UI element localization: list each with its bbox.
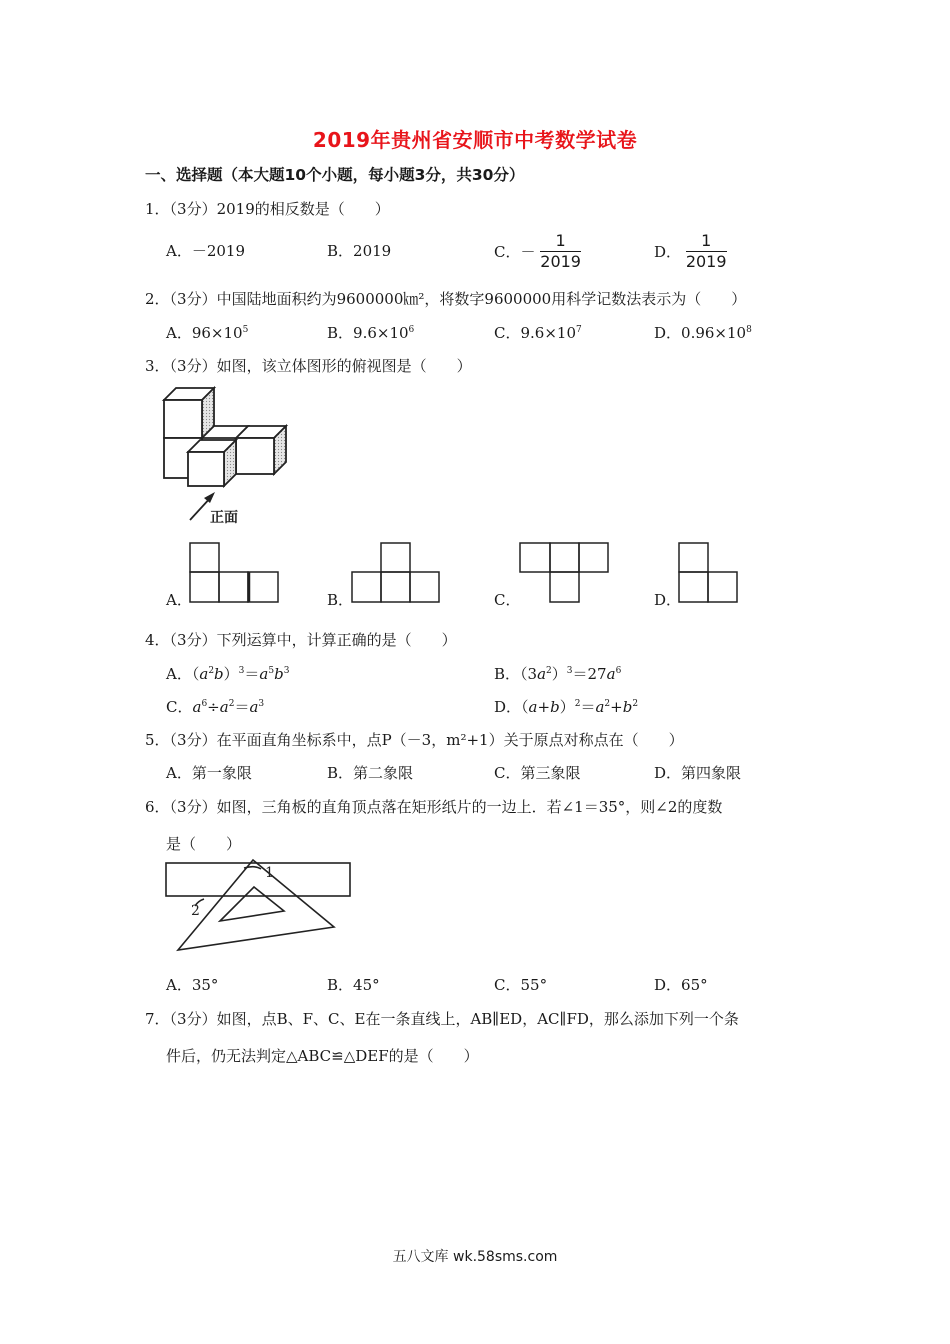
- q2-a-base: A．96×10: [166, 324, 243, 342]
- q1-option-b: B．2019: [327, 242, 392, 260]
- question-5: 5．（3分）在平面直角坐标系中，点P（－3，m²+1）关于原点对称点在（ ）: [145, 731, 684, 749]
- q1-option-a: A．－2019: [166, 242, 246, 260]
- q1-c-denominator: 2019: [540, 252, 581, 271]
- q2-a-exp: 5: [242, 325, 249, 335]
- q6-option-a: A．35°: [166, 976, 219, 994]
- q3-solid-figure: [160, 382, 295, 527]
- q2-c-exp: 7: [576, 325, 582, 335]
- q4-option-c: C．$a^6\div a^2=a^3$: [166, 698, 265, 716]
- q2-option-a: [166, 322, 248, 343]
- q6-triangle-figure: [160, 855, 360, 960]
- q4-a-label: A．: [166, 665, 192, 683]
- question-4: 4．（3分）下列运算中，计算正确的是（ ）: [145, 631, 457, 649]
- q3-front-label: 正面: [210, 510, 238, 526]
- question-3: 3．（3分）如图，该立体图形的俯视图是（ ）: [145, 357, 472, 375]
- page-title: 2019年贵州省安顺市中考数学试卷: [312, 128, 638, 152]
- q2-b-exp: 6: [408, 325, 415, 335]
- q2-option-d: [654, 322, 752, 343]
- q4-d-label: D．: [494, 698, 522, 716]
- q1-option-d: [654, 232, 727, 271]
- q1-option-c-prefix: C．－: [494, 243, 536, 261]
- q3-option-c-figure: [519, 541, 611, 605]
- q1-d-denominator: 2019: [685, 252, 727, 271]
- q3-option-b-figure: [351, 541, 443, 605]
- q2-d-base: D．0.96×10: [654, 324, 747, 342]
- q6-angle-2-label: 2: [191, 903, 200, 919]
- q3-option-d-figure: [678, 541, 742, 605]
- q5-option-a: A．第一象限: [166, 764, 252, 782]
- question-6-line-1: 6．（3分）如图，三角板的直角顶点落在矩形纸片的一边上．若∠1＝35°，则∠2的度数: [145, 798, 723, 816]
- q1-option-c: [494, 232, 581, 271]
- q5-option-d: D．第四象限: [654, 764, 742, 782]
- q2-b-base: B．9.6×10: [327, 324, 409, 342]
- q5-option-c: C．第三象限: [494, 764, 581, 782]
- section-heading: 一、选择题（本大题10个小题，每小题3分，共30分）: [145, 166, 525, 184]
- q6-option-b: B．45°: [327, 976, 380, 994]
- question-2: 2．（3分）中国陆地面积约为9600000㎞²，将数字9600000用科学记数法表示为（ ）: [145, 290, 747, 308]
- q1-option-d-prefix: D．: [654, 243, 682, 261]
- q1-d-numerator: 1: [701, 231, 712, 250]
- q4-option-d: D．$(a+b)^2=a^2+b^2$: [494, 698, 639, 716]
- question-7-line-2: 件后，仍无法判定△ABC≌△DEF的是（ ）: [166, 1047, 479, 1065]
- q2-d-exp: 8: [746, 325, 752, 335]
- q3-option-b: B．: [327, 591, 354, 609]
- q3-option-c: C．: [494, 591, 521, 609]
- q6-option-d: D．65°: [654, 976, 708, 994]
- question-1: 1．（3分）2019的相反数是（ ）: [145, 200, 390, 218]
- footer-watermark: 五八文库 wk.58sms.com: [392, 1249, 558, 1265]
- question-7-line-1: 7．（3分）如图，点B、F、C、E在一条直线上，AB∥ED，AC∥FD，那么添加下列一个条: [145, 1010, 739, 1028]
- q3-option-a: A．: [166, 591, 192, 609]
- q1-c-numerator: 1: [555, 231, 566, 250]
- q4-option-a: A．$(a^2b)^3=a^5b^3$: [166, 665, 290, 683]
- q3-option-d: D．: [654, 591, 682, 609]
- question-6-line-2: 是（ ）: [166, 835, 242, 853]
- q2-c-base: C．9.6×10: [494, 324, 576, 342]
- q4-option-b: B．$(3a^2)^3=27a^6$: [494, 665, 622, 683]
- q2-option-c: [494, 322, 582, 343]
- q6-angle-1-label: 1: [265, 865, 274, 881]
- q4-b-label: B．: [494, 665, 521, 683]
- q6-option-c: C．55°: [494, 976, 548, 994]
- q2-option-b: [327, 322, 414, 343]
- q3-option-a-figure: [189, 541, 281, 605]
- q5-option-b: B．第二象限: [327, 764, 414, 782]
- q4-c-label: C．: [166, 698, 193, 716]
